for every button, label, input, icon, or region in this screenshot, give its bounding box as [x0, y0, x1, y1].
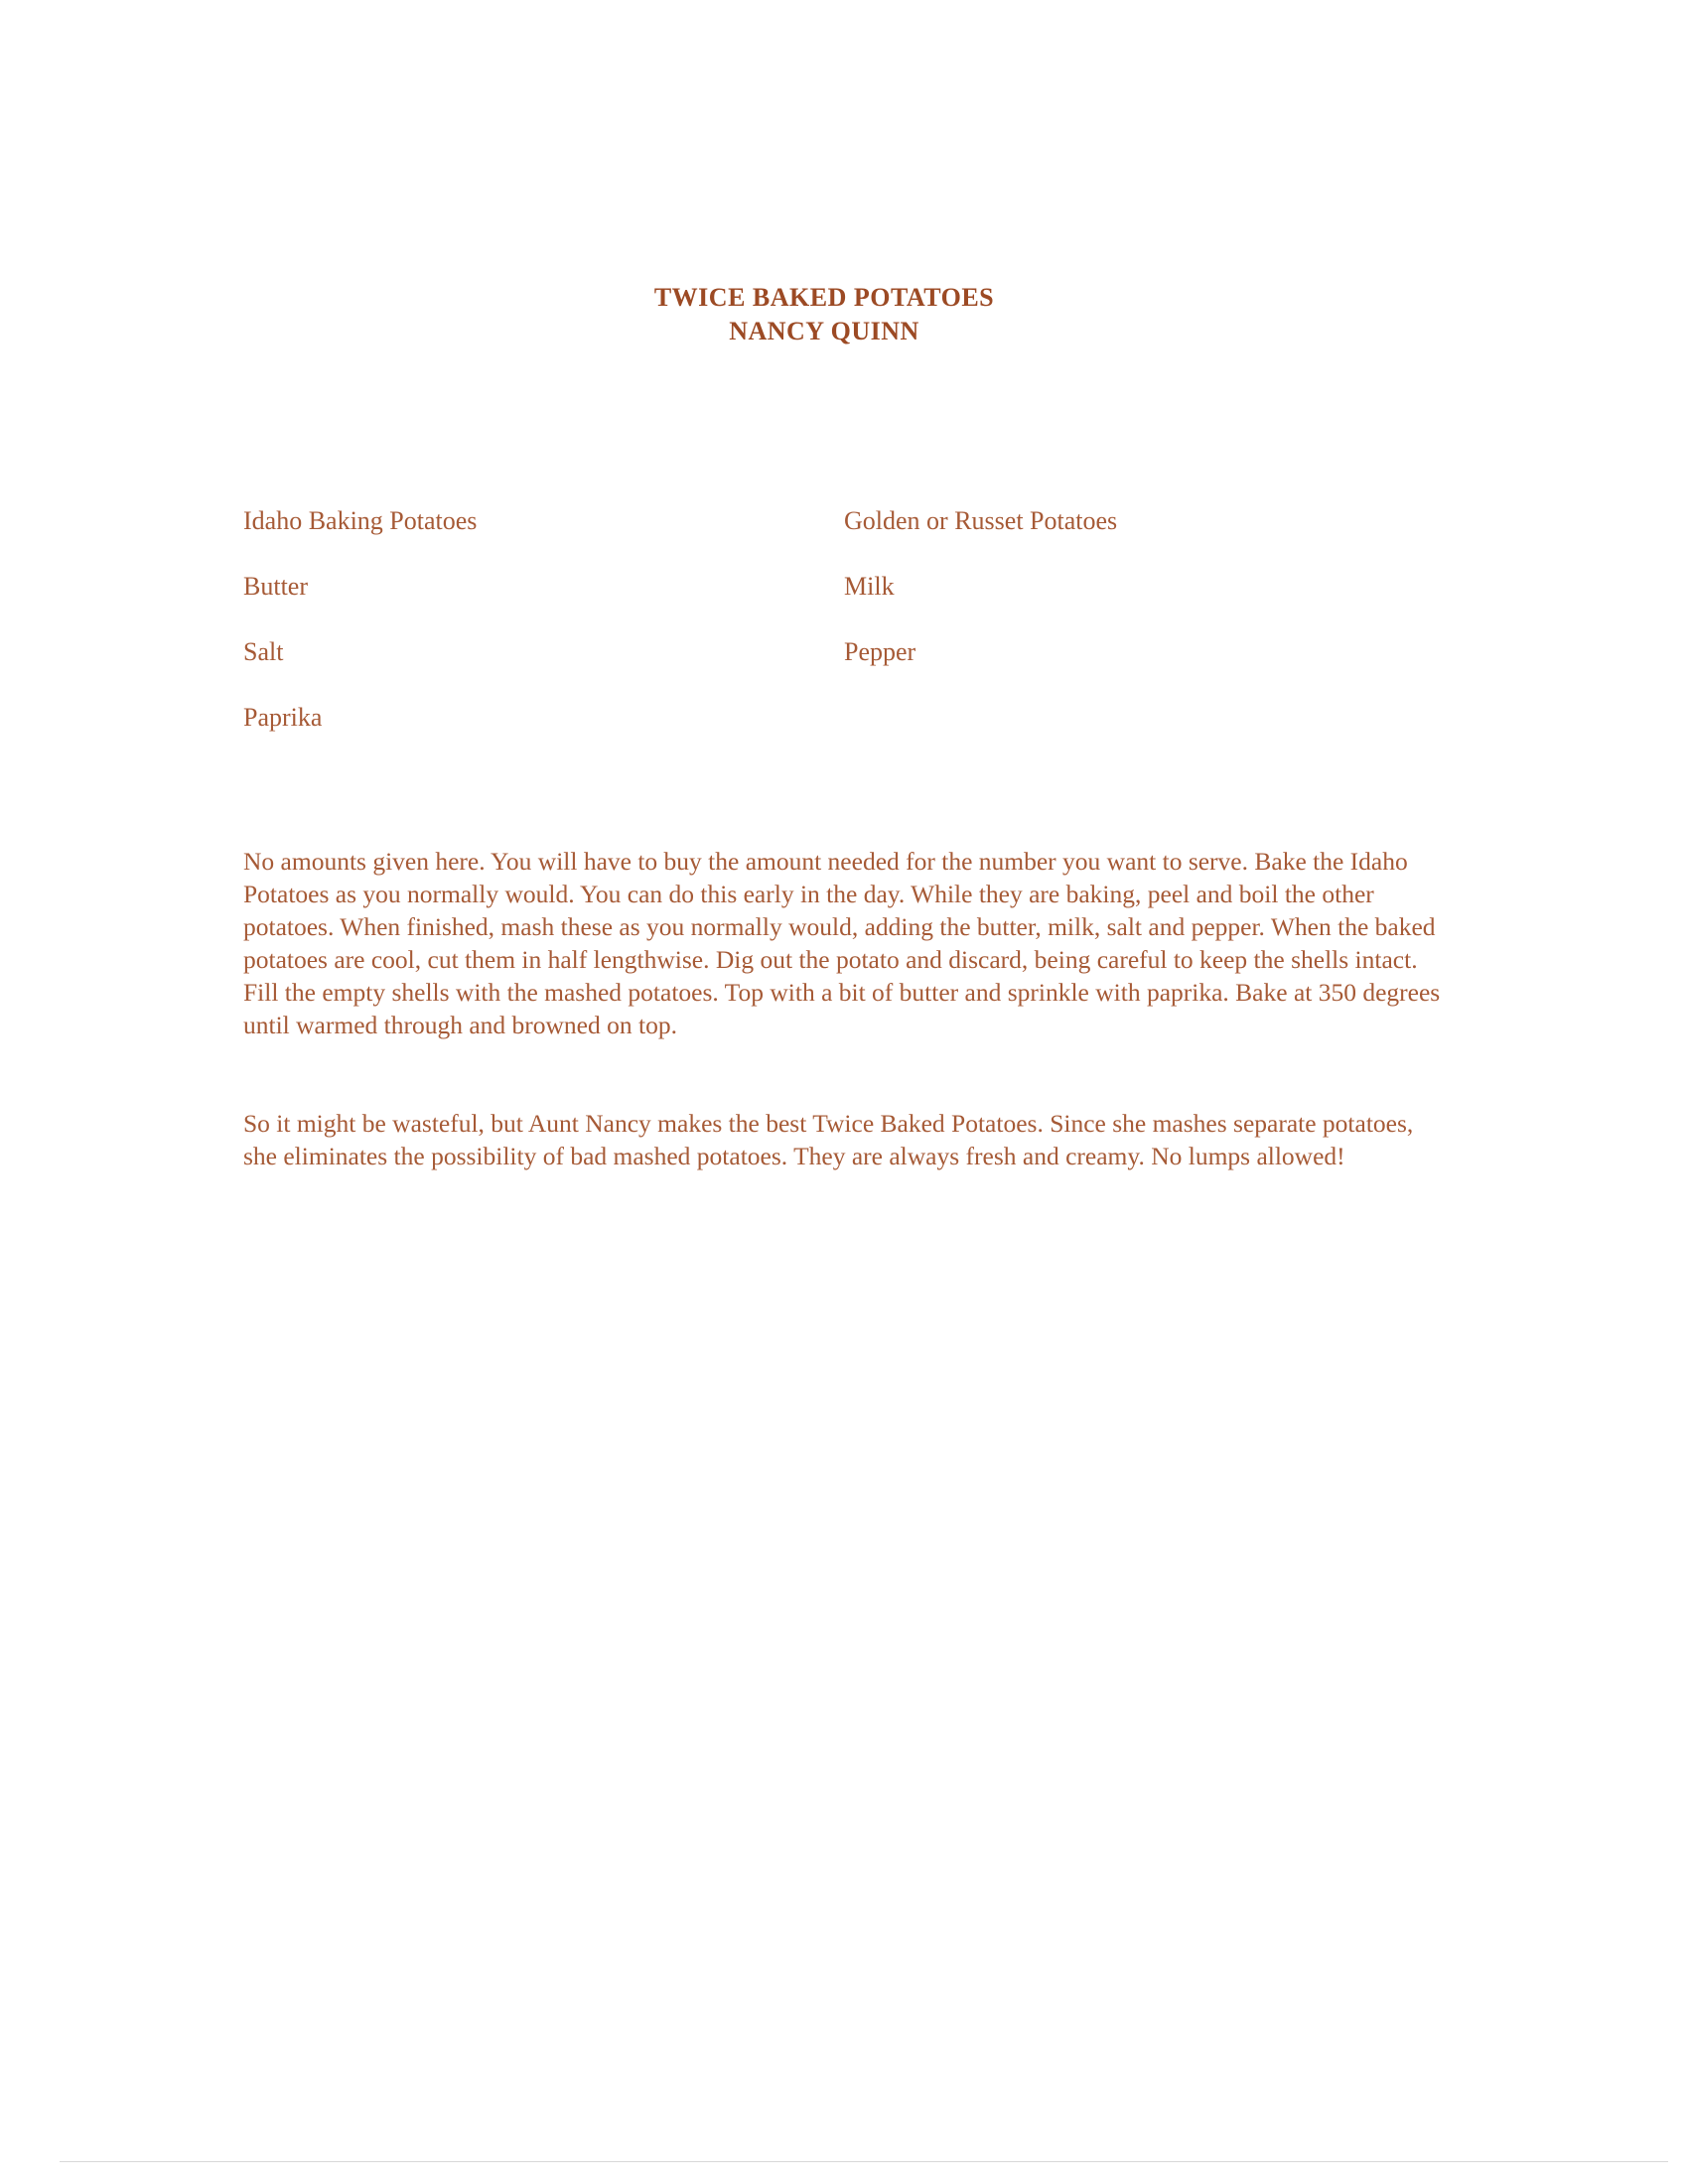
ingredient-item: Golden or Russet Potatoes: [844, 506, 1118, 535]
recipe-author: NANCY QUINN: [729, 317, 919, 345]
ingredient-column-right: [844, 504, 1117, 701]
recipe-title: TWICE BAKED POTATOES: [653, 283, 995, 312]
ingredient-item: Butter: [243, 572, 308, 601]
ingredient-item: Milk: [844, 572, 895, 601]
note-paragraph: So it might be wasteful, but Aunt Nancy makes the best Twice Baked Potatoes. Since she mashes separate potatoes, she eliminates the possibility of bad mashed potatoes. They are always fresh and creamy. No lumps allowed!: [243, 1109, 1414, 1170]
scan-edge-line: [60, 2161, 1668, 2162]
title-block: [0, 281, 1648, 348]
ingredient-column-left: [243, 504, 477, 766]
ingredient-item: Paprika: [243, 703, 323, 732]
ingredient-item: Idaho Baking Potatoes: [243, 506, 478, 535]
ingredient-item: Salt: [243, 637, 284, 666]
ingredient-item: Pepper: [844, 637, 916, 666]
instructions-paragraph: No amounts given here. You will have to buy the amount needed for the number you want to serve. Bake the Idaho Potatoes as you normally would. You can do this early in the day. While they are baking, peel and boil the other potatoes. When finished, mash these as you normally would, adding the butter, milk, salt and pepper. When the baked potatoes are cool, cut them in half lengthwise. Dig out the potato and discard, being careful to keep the shells intact. Fill the empty shells with the mashed potatoes. Top with a bit of butter and sprinkle with paprika. Bake at 350 degrees until warmed through and browned on top.: [243, 847, 1441, 1039]
